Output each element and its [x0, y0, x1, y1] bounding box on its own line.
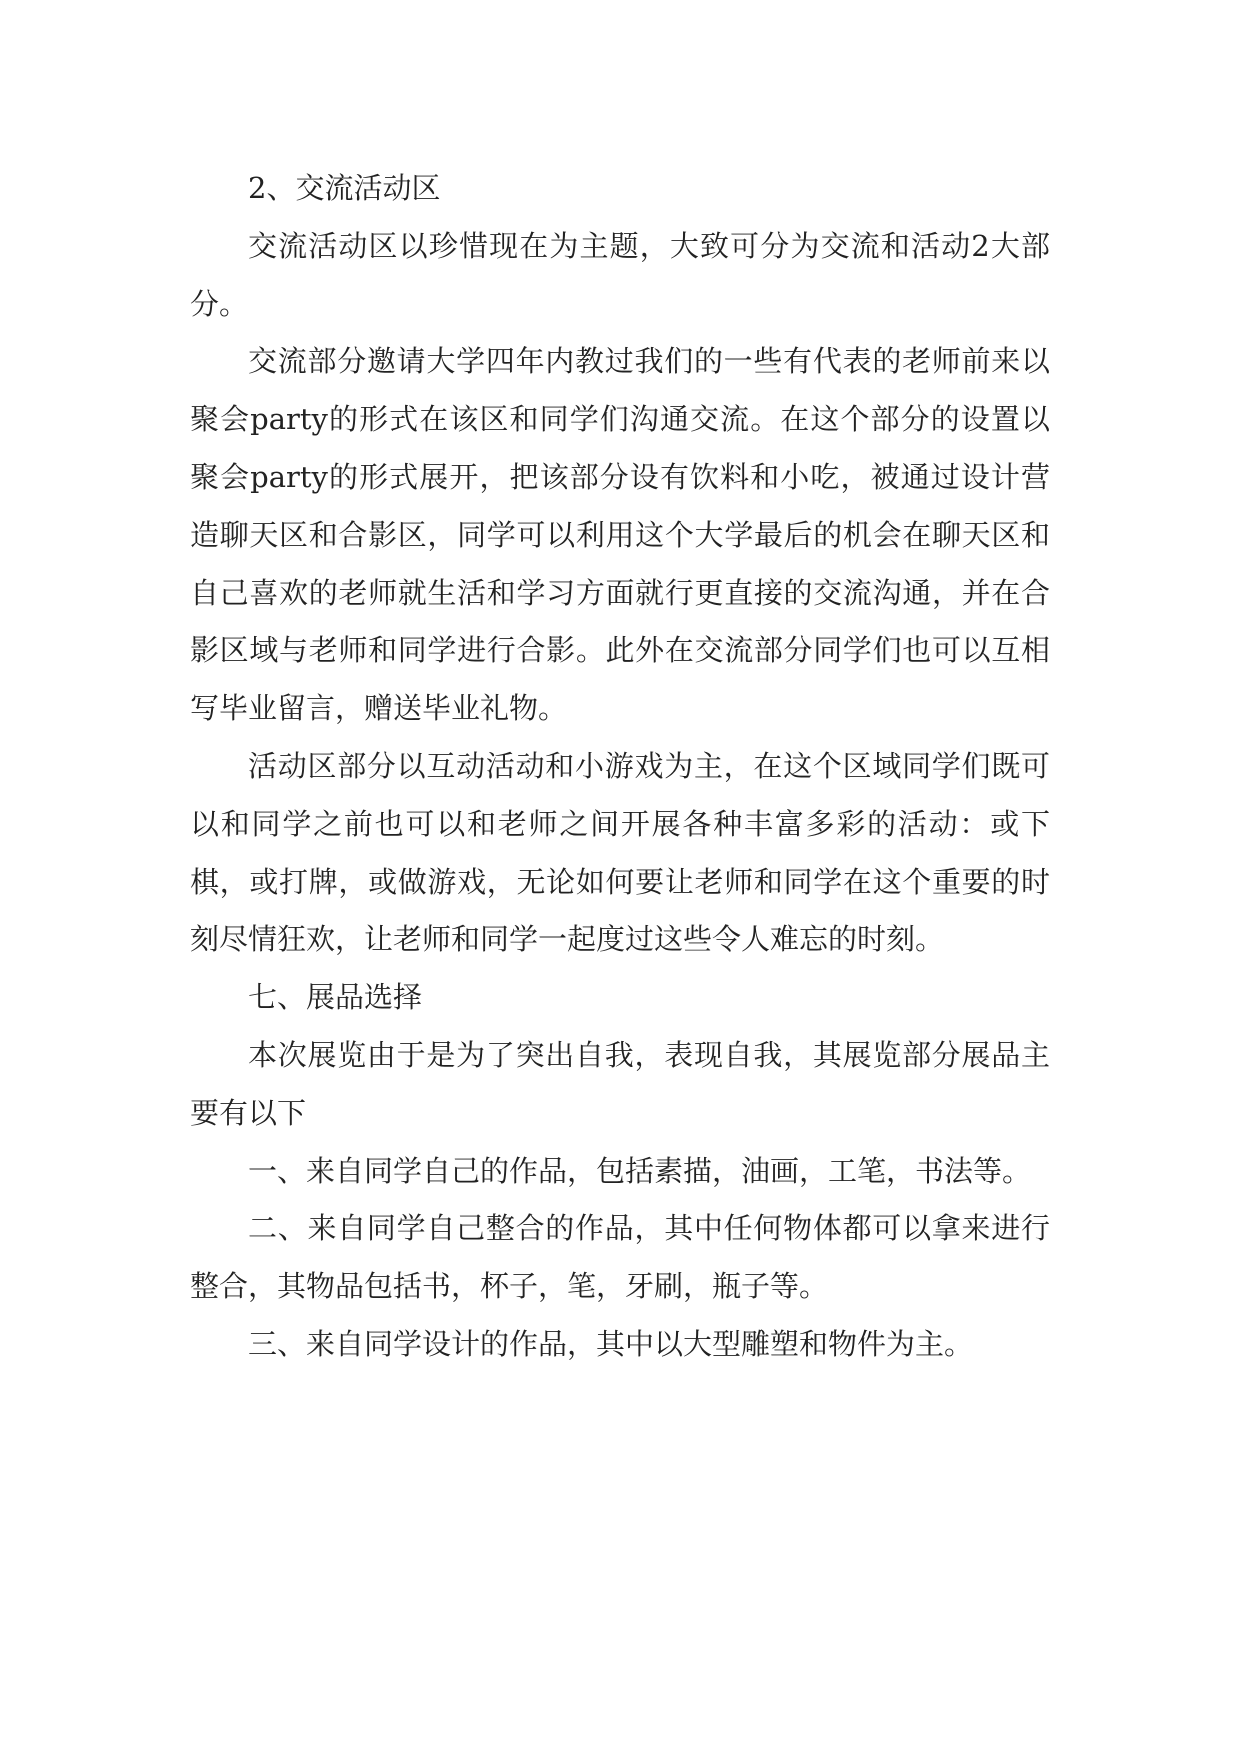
paragraph-activity-part: 活动区部分以互动活动和小游戏为主，在这个区域同学们既可以和同学之前也可以和老师之间开展各种丰富多彩的活动：或下棋，或打牌，或做游戏，无论如何要让老师和同学在这个重要的时刻尽情狂欢，让老师和同学一起度过这些令人难忘的时刻。: [190, 748, 1050, 957]
paragraph-exhibit-intro: 本次展览由于是为了突出自我，表现自我，其展览部分展品主要有以下: [190, 1037, 1050, 1130]
paragraph-exchange-area-intro: 交流活动区以珍惜现在为主题，大致可分为交流和活动2大部分。: [190, 228, 1050, 321]
list-item-integrated-works: 二、来自同学自己整合的作品，其中任何物体都可以拿来进行整合，其物品包括书，杯子，笔，牙刷，瓶子等。: [190, 1211, 1050, 1304]
section-heading-exchange-area: 2、交流活动区: [248, 171, 441, 205]
list-item-designed-works: 三、来自同学设计的作品，其中以大型雕塑和物件为主。: [248, 1326, 974, 1361]
section-heading-exhibit-selection: 七、展品选择: [248, 980, 423, 1015]
document-body: [190, 160, 1050, 1374]
list-item-student-works: 一、来自同学自己的作品，包括素描，油画，工笔，书法等。: [248, 1153, 1032, 1188]
paragraph-exchange-part: 交流部分邀请大学四年内教过我们的一些有代表的老师前来以聚会party的形式在该区和同学们沟通交流。在这个部分的设置以聚会party的形式展开，把该部分设有饮料和小吃，被通过设计营造聊天区和合影区，同学可以利用这个大学最后的机会在聊天区和自己喜欢的老师就生活和学习方面就行更直接的交流沟通，并在合影区域与老师和同学进行合影。此外在交流部分同学们也可以互相写毕业留言，赠送毕业礼物。: [190, 344, 1050, 726]
